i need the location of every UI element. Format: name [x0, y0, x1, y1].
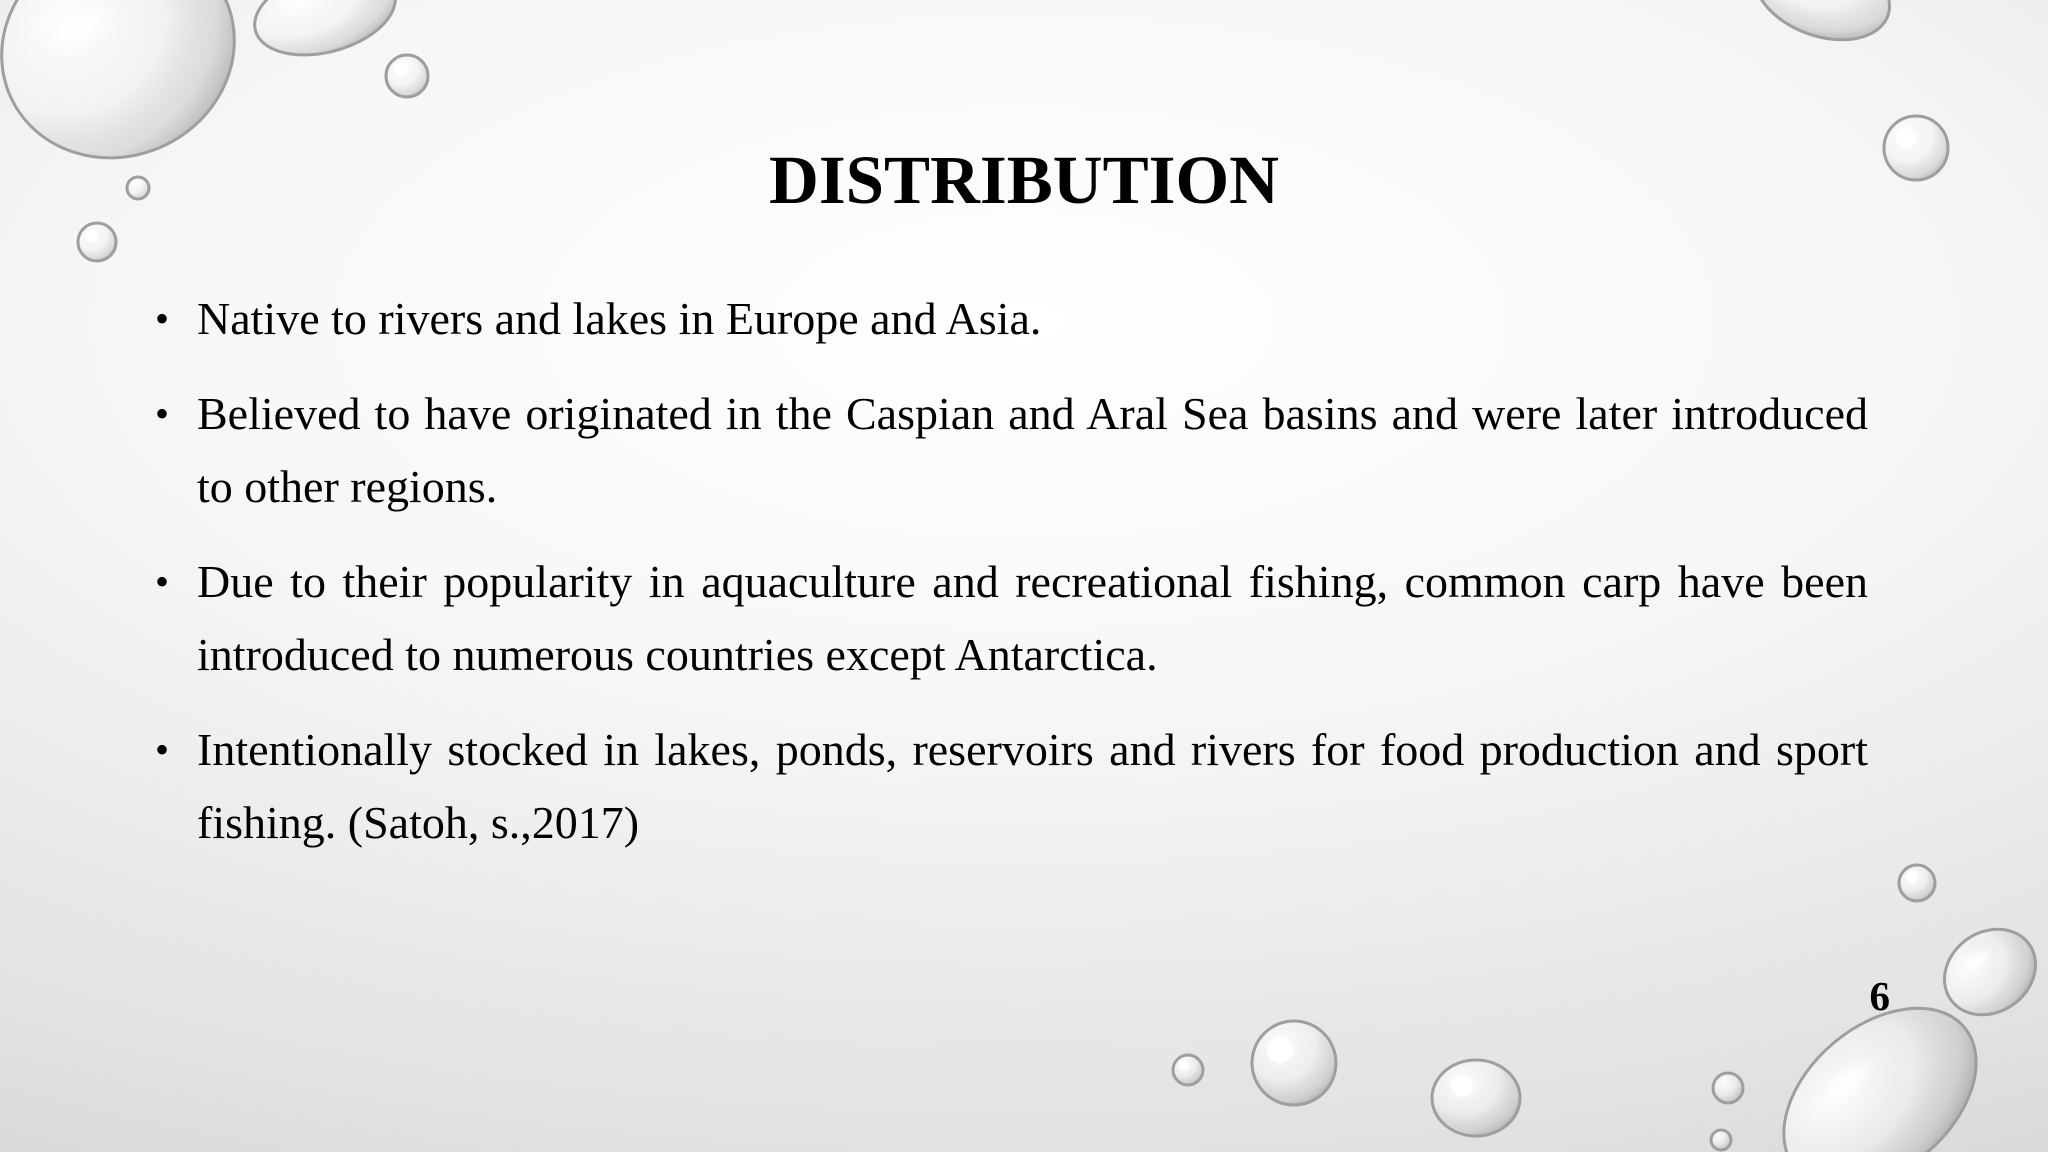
droplet-icon	[1899, 865, 1935, 901]
droplet-icon	[1173, 1055, 1203, 1085]
droplet-icon	[1432, 1060, 1520, 1136]
bullet-icon: •	[155, 727, 170, 772]
bullet-item	[155, 545, 1868, 691]
droplet-icon	[245, 0, 405, 69]
droplet-icon	[1741, 0, 1903, 57]
bullet-icon: •	[155, 391, 170, 436]
bullet-item	[155, 713, 1868, 859]
bullet-list	[155, 282, 1868, 881]
bullet-icon: •	[155, 559, 170, 604]
bullet-text: Native to rivers and lakes in Europe and Asia.	[197, 293, 1042, 344]
bullet-text: Due to their popularity in aquaculture and recreational fishing, common carp have been introduced to numerous countries except Antarctica.	[197, 556, 1868, 680]
bullet-text: Believed to have originated in the Caspian and Aral Sea basins and were later introduced to other regions.	[197, 388, 1868, 512]
bullet-item	[155, 282, 1868, 355]
droplet-icon	[386, 55, 428, 97]
slide-title: DISTRIBUTION	[769, 142, 1279, 218]
droplet-icon	[78, 223, 116, 261]
bullet-item	[155, 377, 1868, 523]
bullet-icon: •	[155, 296, 170, 341]
droplet-icon	[1713, 1073, 1743, 1103]
page-number: 6	[1869, 973, 1890, 1019]
droplet-icon	[1711, 1130, 1731, 1150]
bullet-text: Intentionally stocked in lakes, ponds, reservoirs and rivers for food production and sport fishing. (Satoh, s.,2017)	[197, 724, 1868, 848]
droplet-icon	[1252, 1021, 1336, 1105]
